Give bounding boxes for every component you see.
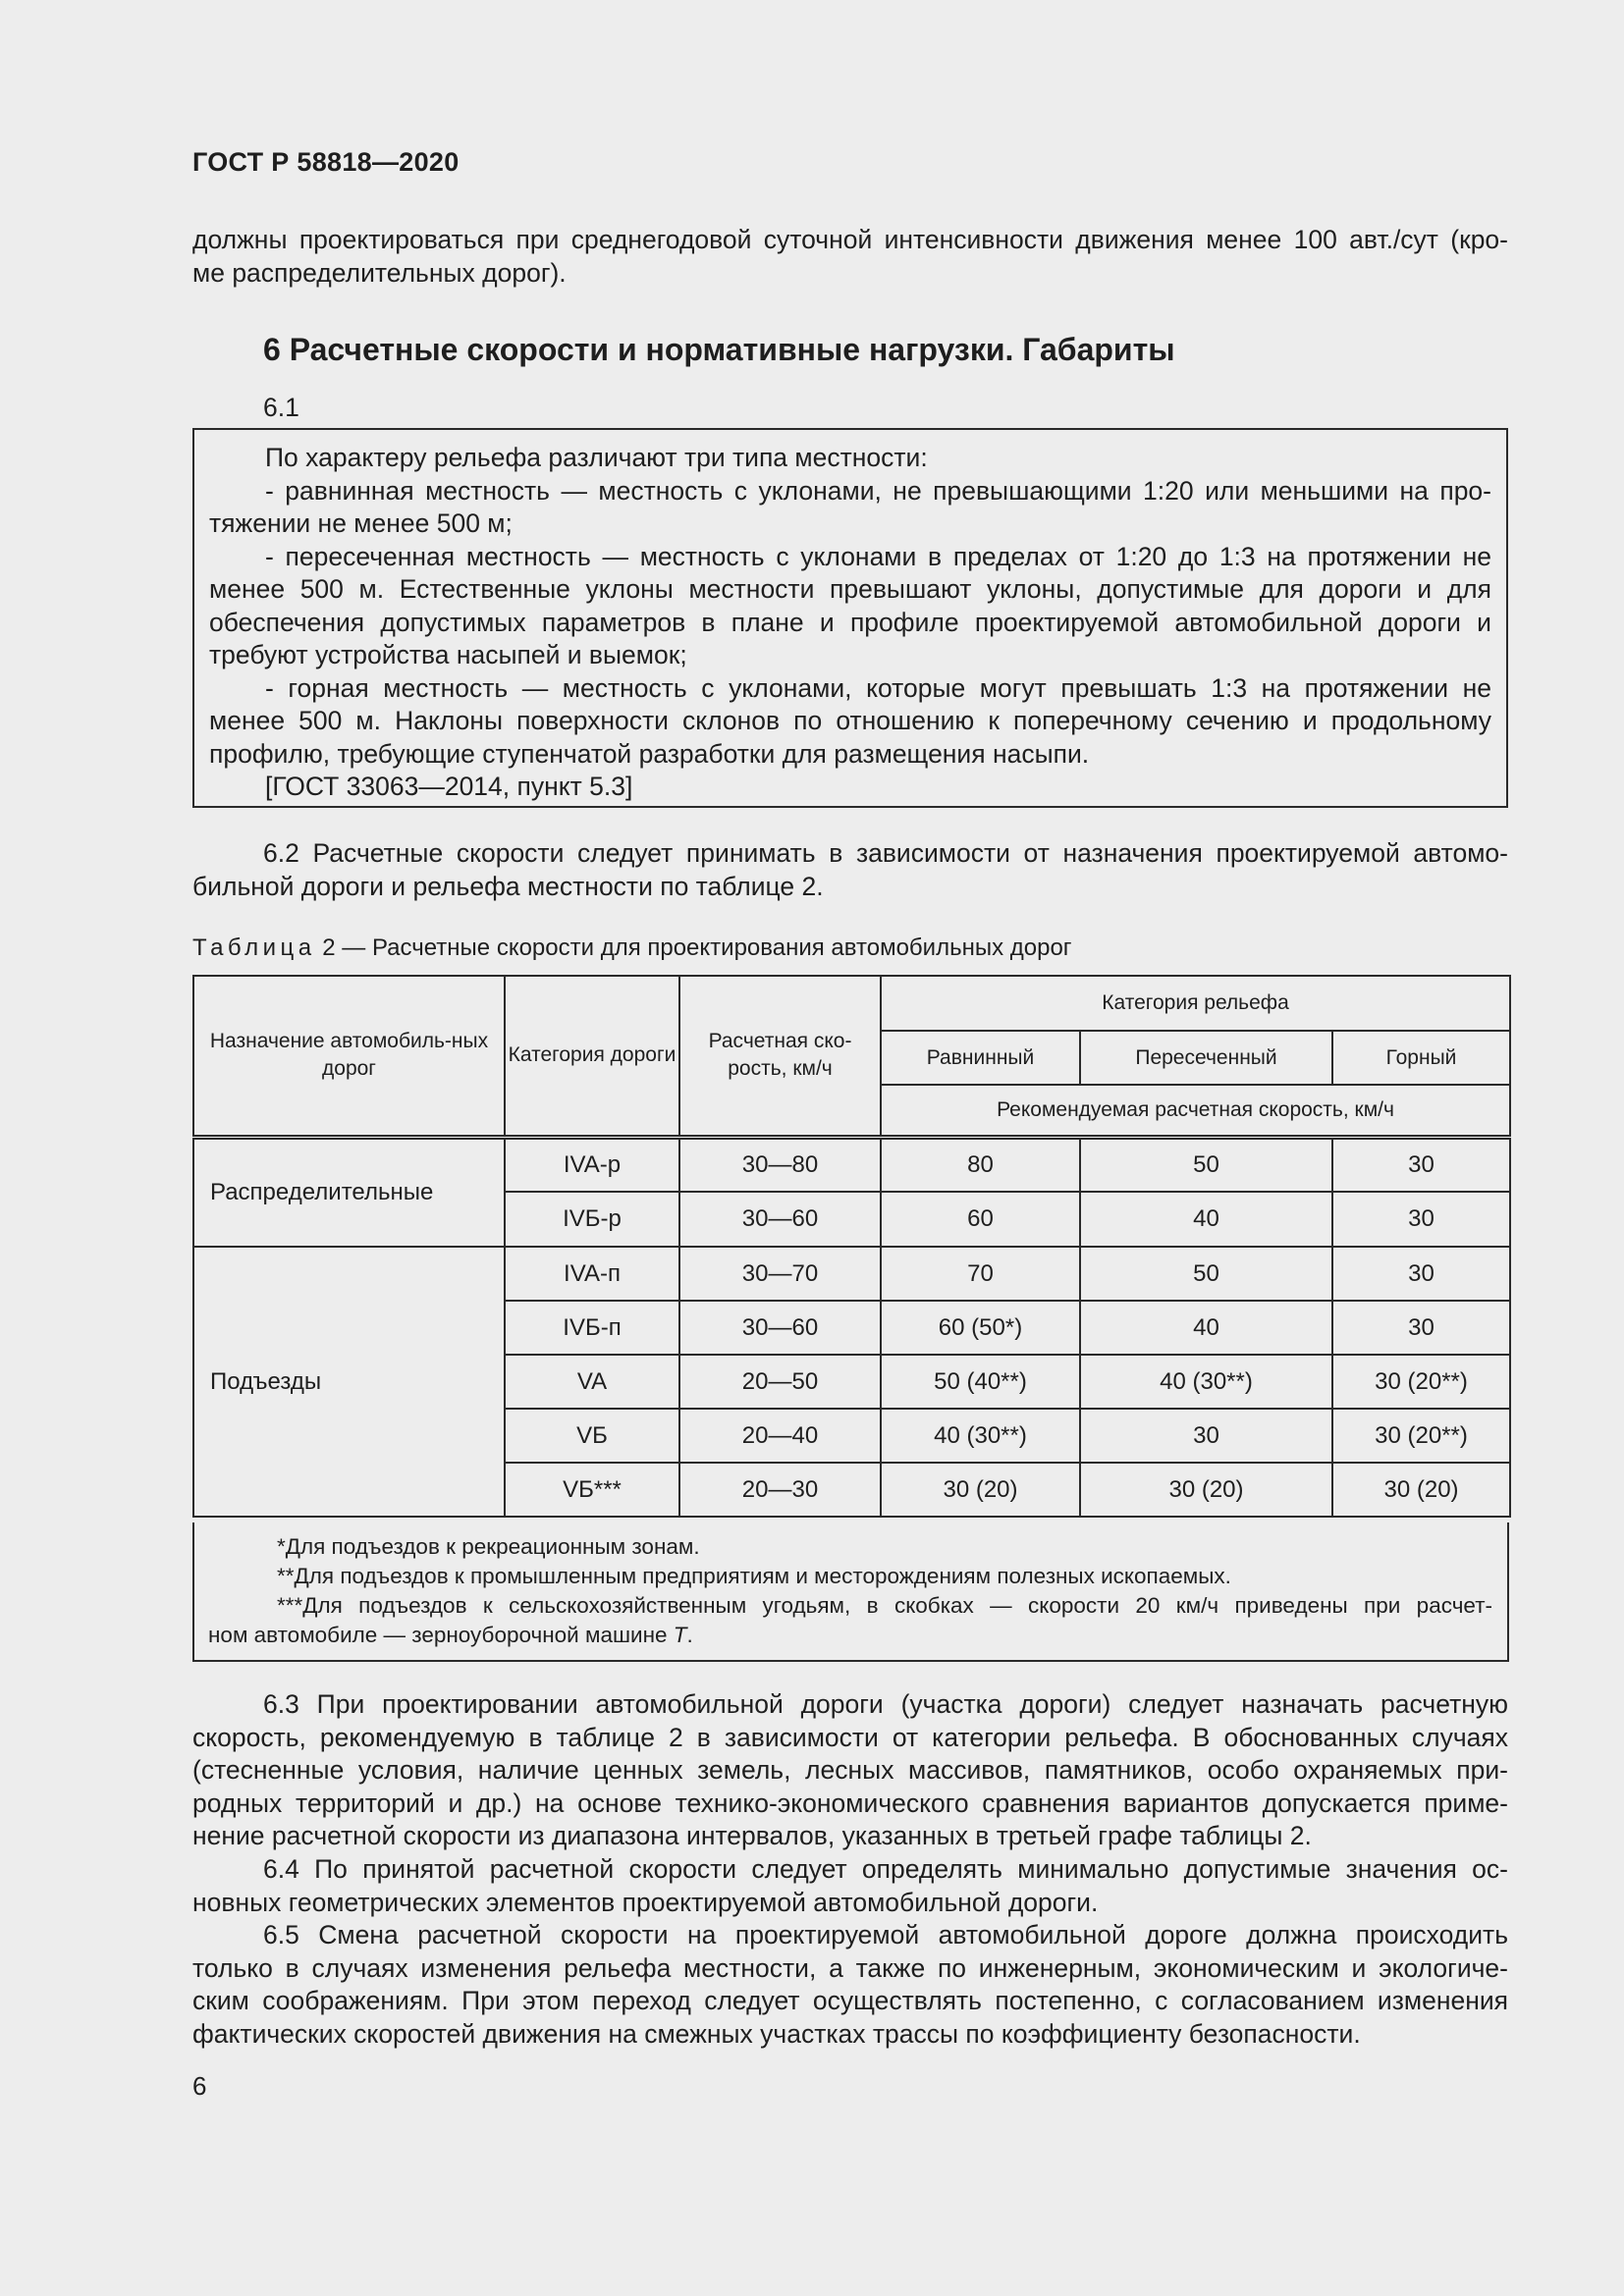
cell-flat: 80 <box>881 1137 1080 1192</box>
text-line: требуют устройства насыпей и выемок; <box>209 640 687 669</box>
text-line: должны проектироваться при среднегодовой суточной интенсивности движения менее 100 авт./сут (кро- <box>192 225 1508 254</box>
cell-mountain: 30 <box>1332 1301 1510 1355</box>
note-continued: ном автомобиле — зерноуборочной машине Т. <box>208 1623 693 1647</box>
table-row <box>193 1137 1510 1192</box>
cell-rough: 50 <box>1080 1137 1332 1192</box>
text-line: фактических скоростей движения на смежных участках трассы по коэффициенту безопасности. <box>192 2018 1361 2049</box>
cell-category: VБ <box>505 1409 679 1463</box>
note: ***Для подъездов к сельскохозяйственным угодьям, в скобках — скорости 20 км/ч приведены при расчет- <box>277 1593 1492 1618</box>
cell-category: IVA-п <box>505 1247 679 1301</box>
page-number: 6 <box>192 2071 207 2101</box>
cell-speed: 20—40 <box>679 1409 881 1463</box>
cell-category: IVA-р <box>505 1137 679 1192</box>
cell-rough: 40 (30**) <box>1080 1355 1332 1409</box>
cell-speed: 20—30 <box>679 1463 881 1517</box>
caption-text: 2 — Расчетные скорости для проектирования автомобильных дорог <box>315 934 1072 961</box>
text-line: тяжении не менее 500 м; <box>209 508 513 538</box>
cell-category: IVБ-р <box>505 1192 679 1247</box>
cell-mountain: 30 (20) <box>1332 1463 1510 1517</box>
text-line: - равнинная местность — местность с уклонами, не превышающими 1:20 или меньшими на про- <box>265 475 1491 506</box>
cell-speed: 20—50 <box>679 1355 881 1409</box>
text-line: новных геометрических элементов проектируемой автомобильной дороги. <box>192 1887 1099 1917</box>
document-header: ГОСТ Р 58818—2020 <box>192 147 460 177</box>
section-title: 6 Расчетные скорости и нормативные нагрузки. Габариты <box>263 332 1175 367</box>
text-line: (стесненные условия, наличие ценных земель, лесных массивов, памятников, особо охраняемых при- <box>192 1755 1508 1785</box>
text-line: - пересеченная местность — местность с уклонами в пределах от 1:20 до 1:3 на протяжении не <box>265 541 1491 571</box>
paragraph-6-5 <box>192 1919 1508 2051</box>
cell-mountain: 30 <box>1332 1137 1510 1192</box>
cell-rough: 40 <box>1080 1301 1332 1355</box>
cell-flat: 50 (40**) <box>881 1355 1080 1409</box>
group-access: Подъезды <box>193 1247 505 1517</box>
header-relief: Категория рельефа <box>881 976 1510 1031</box>
cell-flat: 60 <box>881 1192 1080 1247</box>
text-line: нение расчетной скорости из диапазона интервалов, указанных в третьей графе таблицы 2. <box>192 1821 1312 1850</box>
cell-speed: 30—60 <box>679 1301 881 1355</box>
cell-flat: 70 <box>881 1247 1080 1301</box>
text-line: По характеру рельефа различают три типа местности: <box>265 443 928 472</box>
cell-speed: 30—60 <box>679 1192 881 1247</box>
header-rough: Пересеченный <box>1080 1031 1332 1085</box>
header-category: Категория дороги <box>505 976 679 1137</box>
cell-rough: 30 (20) <box>1080 1463 1332 1517</box>
header-speed: Расчетная ско-рость, км/ч <box>679 976 881 1137</box>
text-line: профилю, требующие ступенчатой разработки для размещения насыпи. <box>209 738 1090 769</box>
table-notes <box>192 1522 1509 1662</box>
cell-flat: 40 (30**) <box>881 1409 1080 1463</box>
text-line: ским соображениям. При этом переход следует осуществлять постепенно, с согласованием изменения <box>192 1986 1508 2015</box>
cell-category: VБ*** <box>505 1463 679 1517</box>
cell-mountain: 30 (20**) <box>1332 1409 1510 1463</box>
text-line: скорость, рекомендуемую в таблице 2 в зависимости от категории рельефа. В обоснованных случаях <box>192 1722 1508 1752</box>
header-flat: Равнинный <box>881 1031 1080 1085</box>
note: *Для подъездов к рекреационным зонам. <box>277 1534 700 1559</box>
group-distribution: Распределительные <box>193 1137 505 1247</box>
text-line: 6.4 По принятой расчетной скорости следует определять минимально допустимые значения ос- <box>263 1854 1508 1884</box>
cell-flat: 60 (50*) <box>881 1301 1080 1355</box>
citation: [ГОСТ 33063—2014, пункт 5.3] <box>265 772 633 801</box>
text-line: 6.2 Расчетные скорости следует принимать в зависимости от назначения проектируемой автомо- <box>263 838 1508 868</box>
caption-word: Таблица <box>192 934 316 961</box>
text-line: 6.5 Смена расчетной скорости на проектируемой автомобильной дороге должна происходить <box>263 1920 1508 1949</box>
paragraph-6-3 <box>192 1688 1508 1853</box>
paragraph-6-4 <box>192 1853 1508 1919</box>
text-line: - горная местность — местность с уклонами, которые могут превышать 1:3 на протяжении не <box>265 672 1491 703</box>
header-recommended: Рекомендуемая расчетная скорость, км/ч <box>881 1085 1510 1137</box>
cell-flat: 30 (20) <box>881 1463 1080 1517</box>
speed-table <box>192 975 1511 1518</box>
text-line: ме распределительных дорог). <box>192 257 567 288</box>
cell-mountain: 30 (20**) <box>1332 1355 1510 1409</box>
header-mountain: Горный <box>1332 1031 1510 1085</box>
table-caption <box>192 934 1072 962</box>
cell-rough: 50 <box>1080 1247 1332 1301</box>
clause-number: 6.1 <box>263 393 299 422</box>
cell-rough: 40 <box>1080 1192 1332 1247</box>
text-line: 6.3 При проектировании автомобильной дороги (участка дороги) следует назначать расчетную <box>263 1689 1508 1719</box>
table-row <box>193 1247 1510 1301</box>
cell-category: VA <box>505 1355 679 1409</box>
cell-category: IVБ-п <box>505 1301 679 1355</box>
note: **Для подъездов к промышленным предприятиям и месторождениям полезных ископаемых. <box>277 1564 1231 1588</box>
text-line: менее 500 м. Естественные уклоны местности превышают уклоны, допустимые для дороги и для <box>209 574 1491 604</box>
cell-mountain: 30 <box>1332 1192 1510 1247</box>
text-line: только в случаях изменения рельефа местности, а также по инженерным, экономическим и экологиче- <box>192 1952 1508 1983</box>
quoted-definition-box <box>192 428 1508 808</box>
header-purpose: Назначение автомобиль-ных дорог <box>193 976 505 1137</box>
text-line: родных территорий и др.) на основе технико-экономического сравнения вариантов допускается приме- <box>192 1788 1508 1818</box>
intro-paragraph <box>192 224 1508 290</box>
cell-speed: 30—80 <box>679 1137 881 1192</box>
text-line: менее 500 м. Наклоны поверхности склонов по отношению к поперечному сечению и продольному <box>209 706 1491 735</box>
cell-speed: 30—70 <box>679 1247 881 1301</box>
cell-rough: 30 <box>1080 1409 1332 1463</box>
cell-mountain: 30 <box>1332 1247 1510 1301</box>
text-line: обеспечения допустимых параметров в плане и профиле проектируемой автомобильной дороги и <box>209 607 1491 637</box>
paragraph-6-2 <box>192 837 1508 903</box>
text-line: бильной дороги и рельефа местности по таблице 2. <box>192 871 824 901</box>
